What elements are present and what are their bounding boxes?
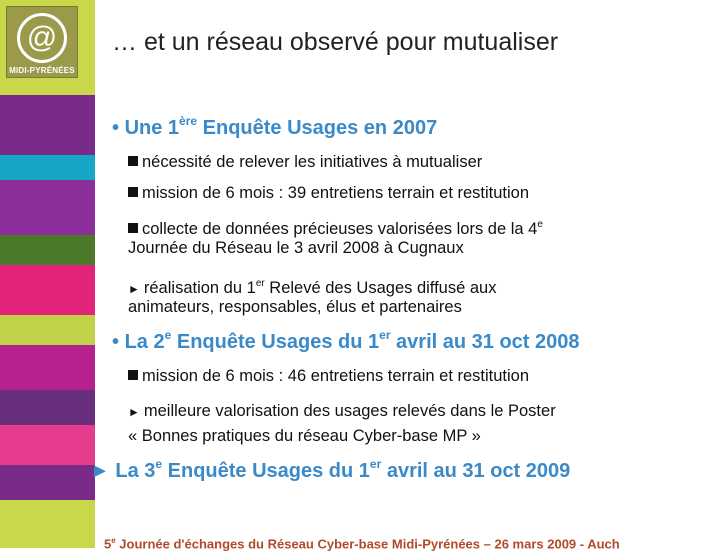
square-bullet-icon	[128, 223, 138, 233]
color-strip	[0, 0, 95, 548]
list-item-continuation: animateurs, responsables, élus et partenaires	[128, 298, 462, 316]
list-item: nécessité de relever les initiatives à mutualiser	[128, 151, 482, 174]
list-item-continuation: Journée du Réseau le 3 avril 2008 à Cugnaux	[128, 239, 464, 257]
section2-heading: • La 2e Enquête Usages du 1er avril au 31 oct 2008	[112, 328, 580, 353]
at-logo-icon: @	[17, 13, 67, 63]
arrow-bullet-icon: ►	[128, 282, 140, 296]
arrow-bullet-icon: ►	[90, 460, 110, 482]
list-item: collecte de données précieuses valorisées lors de la 4e	[128, 213, 543, 241]
list-item: ► meilleure valorisation des usages relevés dans le Poster	[128, 400, 556, 424]
logo	[6, 6, 78, 78]
section1-heading: • Une 1ère Enquête Usages en 2007	[112, 114, 438, 139]
square-bullet-icon	[128, 156, 138, 166]
slide-title: … et un réseau observé pour mutualiser	[112, 28, 559, 56]
logo-text: MIDI-PYRÉNÉES	[9, 66, 75, 75]
square-bullet-icon	[128, 187, 138, 197]
list-item: mission de 6 mois : 46 entretiens terrain et restitution	[128, 365, 529, 388]
square-bullet-icon	[128, 370, 138, 380]
arrow-bullet-icon: ►	[128, 405, 140, 419]
list-item-continuation: « Bonnes pratiques du réseau Cyber-base MP »	[128, 427, 481, 445]
list-item: ► réalisation du 1er Relevé des Usages diffusé aux	[128, 272, 496, 301]
section3-heading: ► La 3e Enquête Usages du 1er avril au 31 oct 2009	[90, 457, 571, 482]
footer-text: 5e Journée d'échanges du Réseau Cyber-base Midi-Pyrénées – 26 mars 2009 - Auch	[104, 536, 620, 551]
list-item: mission de 6 mois : 39 entretiens terrain et restitution	[128, 182, 529, 205]
